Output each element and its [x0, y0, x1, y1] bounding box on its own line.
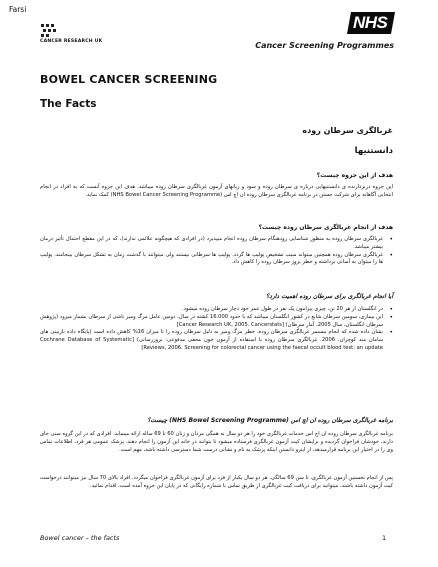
subtitle-farsi: دانستنیها: [354, 146, 393, 156]
nhs-logo: [347, 12, 395, 34]
section-5-body: پس از انجام نخستین آزمون غربالگری، تا سن 69 سالگی، هر دو سال یکبار از فرد برای آزمون غربالگری فراخوان میگردد. افراد بالای 70 سال نیز میتوانند درخواست کیت آزمون داشته باشند، میتوانید برای دریافت کیت غربالگری از طریق تماس با شماره رایگانی که در پایان این جزوه آمده است، اقدام نمائید.: [40, 475, 393, 489]
cancer-research-logo-mark: [40, 22, 130, 48]
page-number: 1: [382, 534, 387, 542]
list-item: • غربالگری سرطان روده به منظور شناسایی زودهنگام سرطان روده انجام میپذیرد (در افرادی که هیچگونه علائمی ندارند)، که در این مقطع احتمال تأثیر درمان بیشتر میباشد.: [40, 236, 393, 252]
section-3-list: [40, 306, 393, 353]
section-1-heading: هدف از این جزوه چیست؟: [316, 172, 393, 179]
cancer-research-logo-text: CANCER RESEARCH UK: [40, 39, 103, 44]
programme-name: Cancer Screening Programmes: [255, 41, 394, 50]
list-item: • در انگلستان از هر 20 تن، چیزی پیرامون یک نفر در طول عمر خود دچار سرطان روده میشود.: [40, 306, 393, 314]
document-subtitle: The Facts: [40, 98, 97, 110]
list-item: • نشان داده شده که انجام مستمر غربالگری سرطان روده، خطر مرگ ومیر به دلیل سرطان روده را تا میزان 16% کاهش داده است (پایگاه داده بازبینی های سامان مند کوچران، 2006. غربالگری سرطان روده با استفاده از آزمون خون مخفی مدفوعی: بروزرسانی) [Cochrane Database of Systematic Reviews, 2006. Screening for colorectal cancer using the faecal occult blood test: an update]: [40, 329, 393, 352]
list-item: • غربالگری سرطان روده همچنین میتواند سبب تشخیص پولیپ ها گردد. پولیپ ها سرطانی نیستند ولی میتوانند با گذشت زمان به تشکل سرطان بینجامند. پولیپ ها را میتوان به آسانی برداشته و خطر بروز سرطان روده را کاهش داد.: [40, 252, 393, 268]
title-farsi: غربالگری سرطان روده: [302, 126, 393, 135]
section-2-list: [40, 236, 393, 267]
list-item: • این بیماری، سومین سرطان شایع در کشور انگلستان میباشد که با حدود 16.000 کشته در سال، دومین عامل مرگ ومیر ناشی از سرطان بشمار میرود (پژوهش سرطان انگلستان، سال 2005، آمار سرطان) [Cancer Research UK, 2005. Cancerstats]: [40, 314, 393, 330]
section-4-heading: برنامه غربالگری سرطان روده ان اچ اس (NHS Bowel Screening Programme) چیست؟: [147, 417, 393, 424]
language-label: Farsi: [9, 5, 27, 14]
section-4-body: برنامه غربالگری سرطان روده ان اچ اس خدمات غربالگری خود را هر دو سال به همگی مردان و زنان 60 تا 69 ساله ارائه مینماید. افرادی که در این گروه سنی جای دارند، خودشان فراخوان گردیده و برایشان کیت آزمون غربالگری فرستاده میشود تا بتوانند در خانه این آزمون را انجام دهند. پزشک عمومی هر فرد، اطلاعات تماس وی را در اختیار این برنامه قرارمیدهد، از اینرو دانستن اینکه پزشک به نام و نشانی درست شما دسترسی داشته باشد، مهم است.: [40, 431, 393, 453]
section-2-heading: هدف از انجام غربالگری سرطان روده چیست؟: [258, 224, 393, 231]
document-title: BOWEL CANCER SCREENING: [40, 73, 218, 86]
nhs-logo-text: NHS: [353, 13, 388, 32]
section-1-body: این جزوه دربردارنده ی دانستنیهایی درباره ی سرطان روده و سود و زیانهای آزمون غربالگری سرطان روده میباشد. هدف این جزوه آنست که به افراد در انجام انتخابی آگاهانه برای شرکت جستن در برنامه غربالگری سرطان روده ان اچ اس (NHS Bowel Cancer Screening Programme) کمک نماید.: [40, 184, 393, 198]
cancer-research-uk-logo: [40, 22, 130, 48]
footer-title: Bowel cancer – the facts: [40, 534, 120, 542]
section-3-heading: آیا انجام غربالگری برای سرطان روده اهمیت دارد؟: [265, 293, 393, 300]
